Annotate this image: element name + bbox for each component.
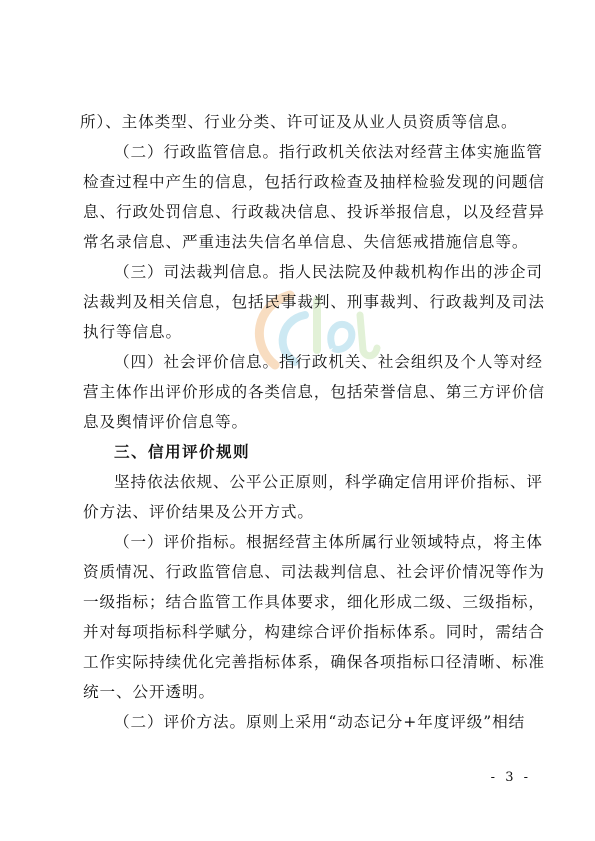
body-text-line: 坚持依法依规、公平公正原则，科学确定信用评价指标、评 [114, 473, 543, 491]
body-text-line: （一）评价指标。根据经营主体所属行业领域特点，将主体 [114, 533, 543, 551]
body-text-line: 所）、主体类型、行业分类、许可证及从业人员资质等信息。 [80, 113, 518, 131]
body-text-line: 检查过程中产生的信息，包括行政检查及抽样检验发现的问题信 [83, 173, 545, 191]
body-text-line: 资质情况、行政监管信息、司法裁判信息、社会评价情况等作为 [83, 563, 545, 581]
body-text-line: （四）社会评价信息。指行政机关、社会组织及个人等对经 [114, 353, 543, 371]
body-text-line: 营主体作出评价形成的各类信息，包括荣誉信息、第三方评价信 [83, 383, 545, 401]
body-text-line: 常名录信息、严重违法失信名单信息、失信惩戒措施信息等。 [83, 233, 529, 251]
body-text-line: （二）行政监管信息。指行政机关依法对经营主体实施监管 [114, 143, 543, 161]
body-text-line: （二）评价方法。原则上采用“动态记分+年度评级”相结 [114, 713, 526, 731]
body-text-line: 法裁判及相关信息，包括民事裁判、刑事裁判、行政裁判及司法 [83, 293, 545, 311]
body-text-line: 统一、公开透明。 [83, 683, 215, 701]
body-text-line: 并对每项指标科学赋分，构建综合评价指标体系。同时，需结合 [83, 623, 545, 641]
body-text-line: 息及舆情评价信息等。 [83, 413, 248, 431]
body-text-line: 工作实际持续优化完善指标体系，确保各项指标口径清晰、标准 [83, 653, 545, 671]
body-text-line: 息、行政处罚信息、行政裁决信息、投诉举报信息，以及经营异 [83, 203, 545, 221]
body-text-line: 执行等信息。 [83, 323, 182, 341]
body-text-line: 一级指标；结合监管工作具体要求，细化形成二级、三级指标， [83, 593, 545, 611]
section-heading: 三、信用评价规则 [114, 443, 250, 461]
page-number: - 3 - [490, 770, 531, 785]
body-text-line: 价方法、评价结果及公开方式。 [83, 503, 314, 521]
body-text-line: （三）司法裁判信息。指人民法院及仲裁机构作出的涉企司 [114, 263, 543, 281]
